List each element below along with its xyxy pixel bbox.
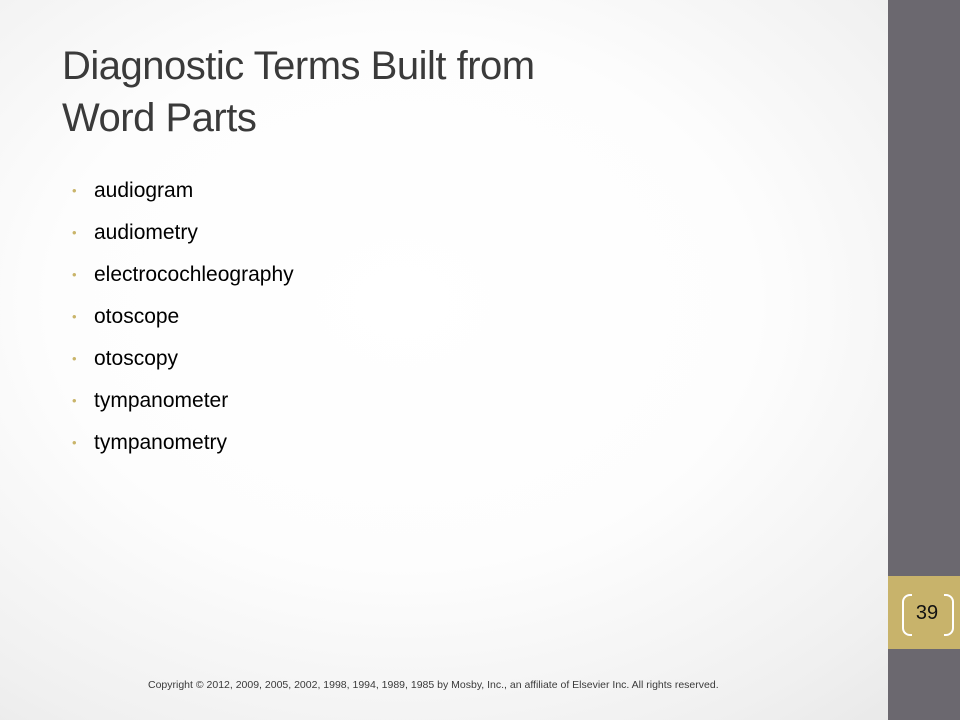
bullet-dot-icon: • (72, 393, 77, 408)
bullet-dot-icon: • (72, 267, 77, 282)
slide-title (62, 40, 842, 144)
list-item-text: electrocochleography (94, 263, 294, 286)
bullet-dot-icon: • (72, 435, 77, 450)
list-item-text: audiogram (94, 179, 194, 202)
copyright-footer: Copyright © 2012, 2009, 2005, 2002, 1998, 1994, 1989, 1985 by Mosby, Inc., an affiliate of Elsevier Inc. All rights reserved. (148, 679, 719, 691)
list-item-text: otoscopy (94, 347, 179, 370)
list-item-text: audiometry (94, 221, 198, 244)
slide-number: 39 (915, 602, 939, 624)
bullet-dot-icon: • (72, 183, 77, 198)
bullet-dot-icon: • (72, 351, 77, 366)
slide-title-line-1: Diagnostic Terms Built from (62, 44, 535, 88)
slide-title-line-2: Word Parts (62, 96, 257, 140)
right-bracket-icon (944, 594, 954, 636)
list-item-text: tympanometer (94, 389, 229, 412)
slide-number-badge (888, 576, 960, 649)
bullet-dot-icon: • (72, 225, 77, 240)
bullet-dot-icon: • (72, 309, 77, 324)
list-item-text: otoscope (94, 305, 180, 328)
list-item-text: tympanometry (94, 431, 228, 454)
